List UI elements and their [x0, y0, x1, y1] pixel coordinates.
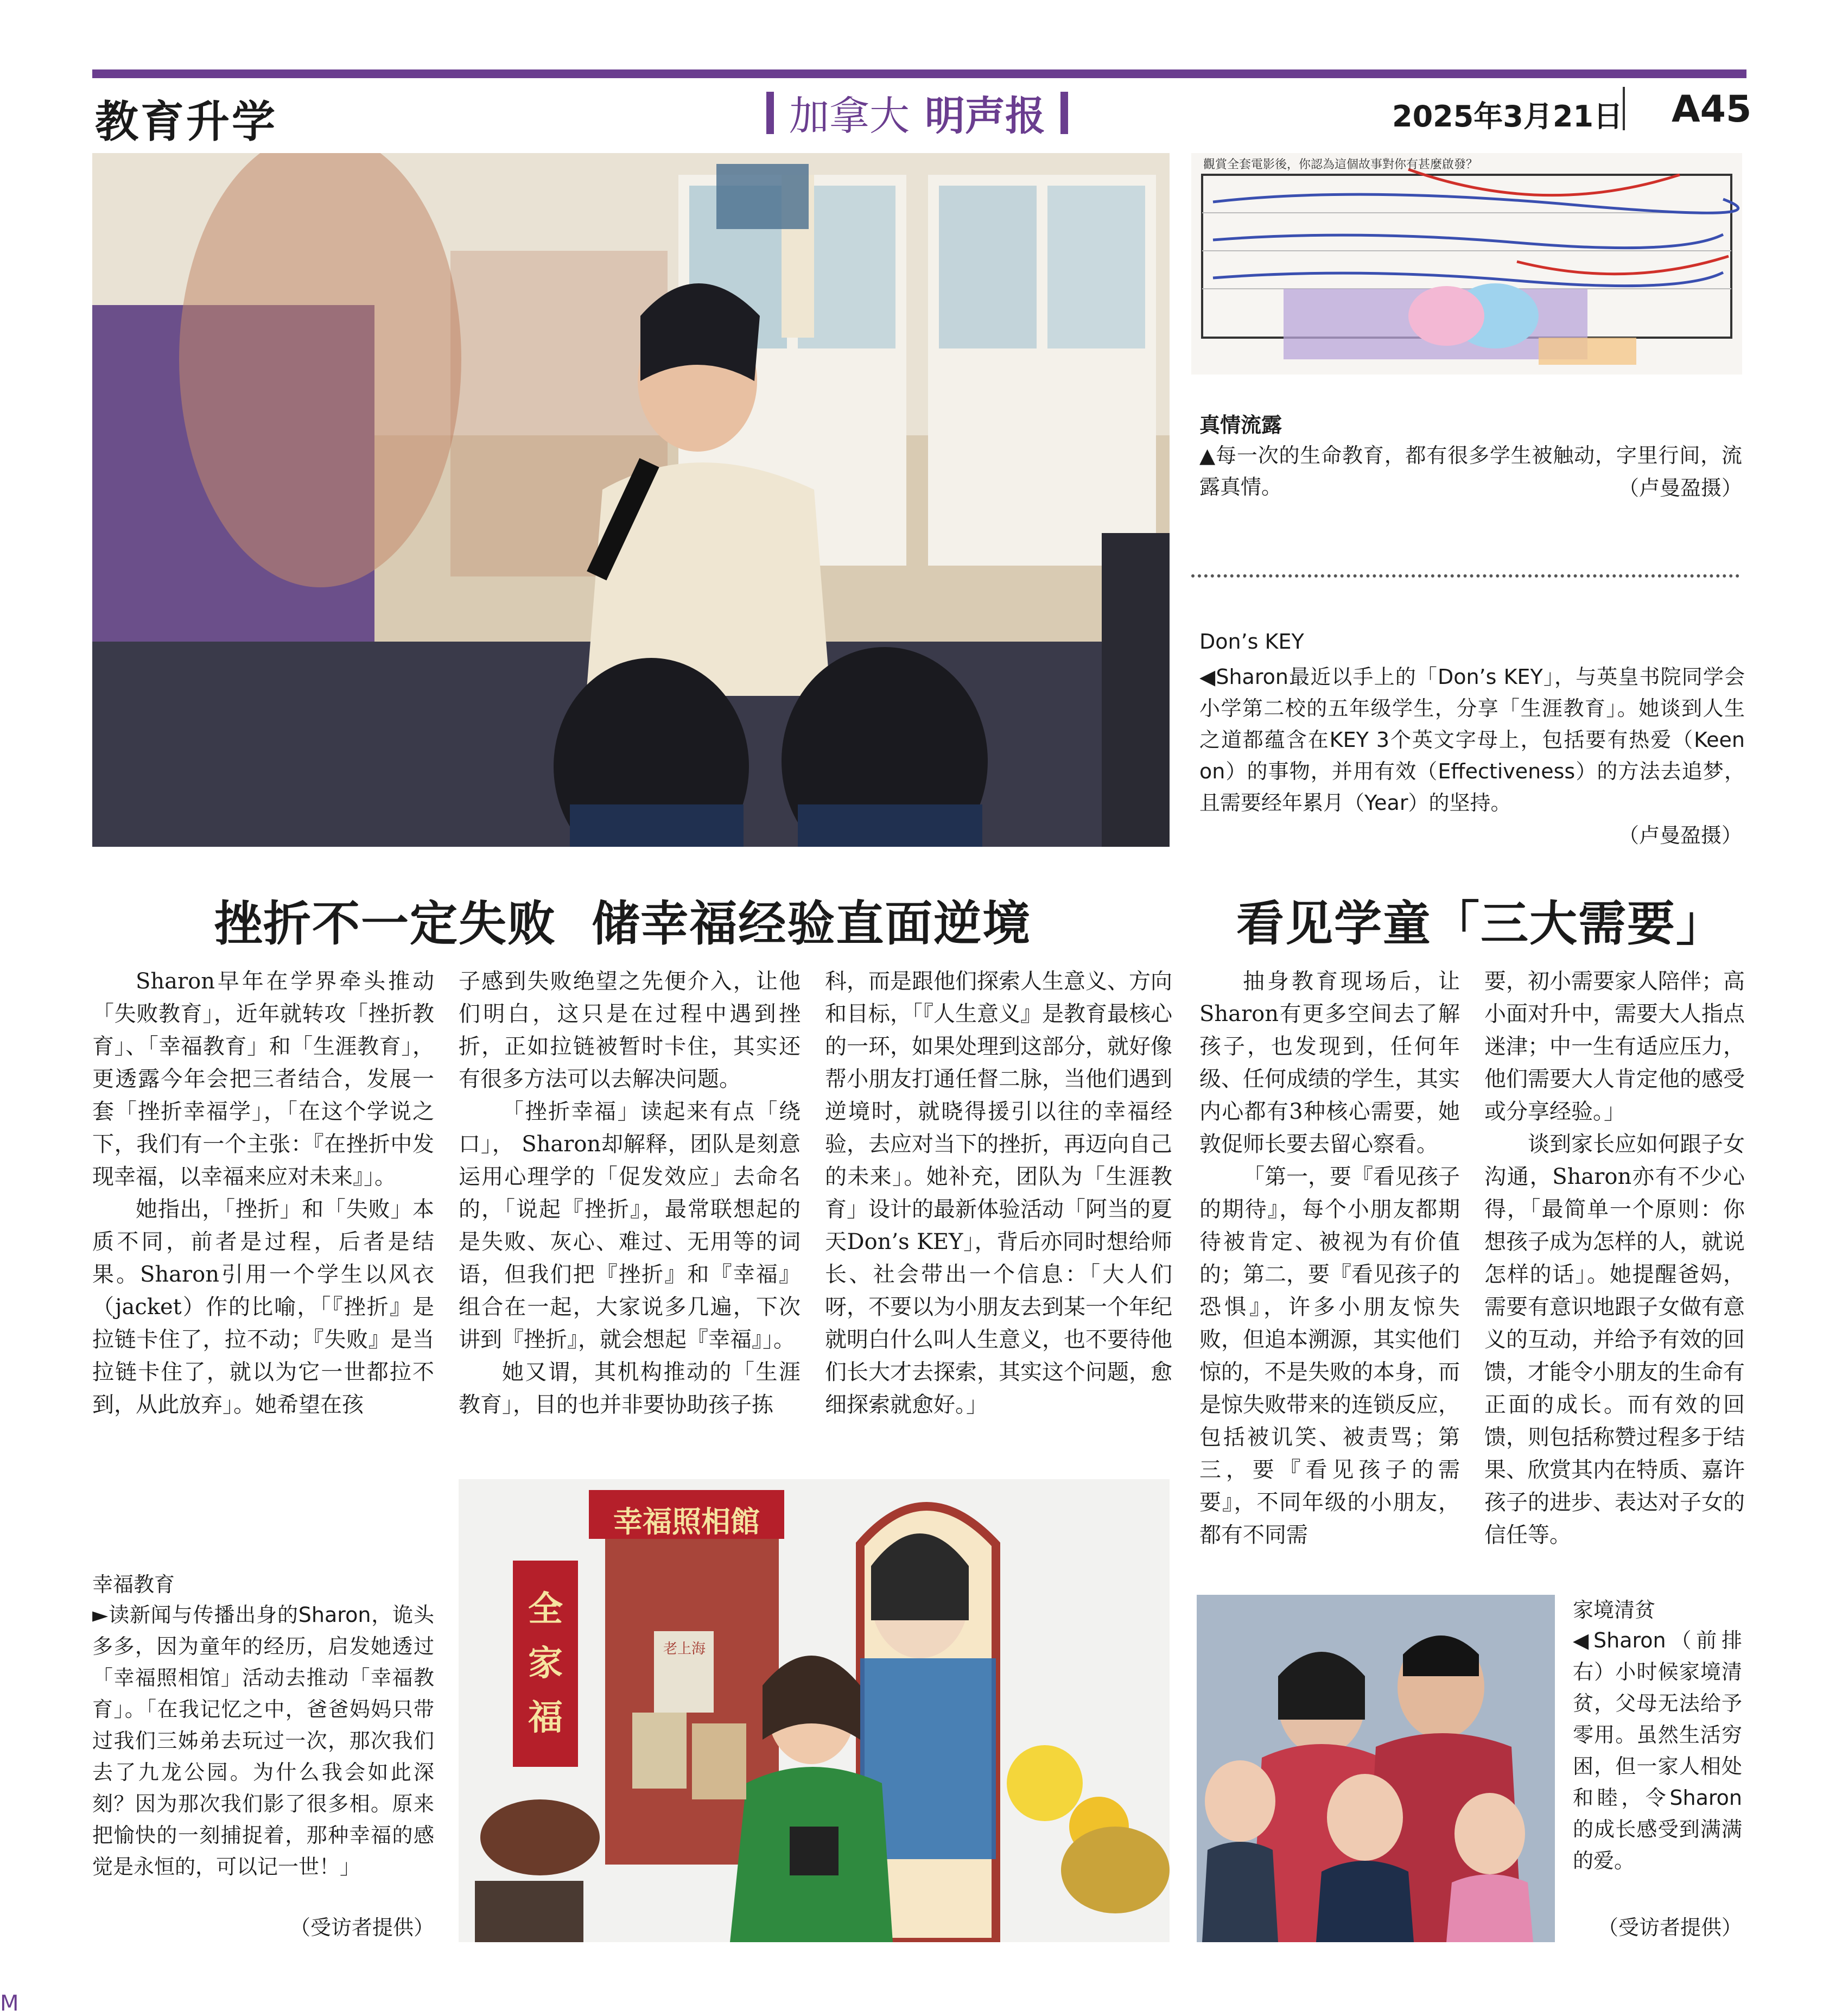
article-right-col2-p2: 谈到家长应如何跟子女沟通，Sharon亦有不少心得，「最简单一个原则：你想孩子成为怎样的人，就说怎样的话」。她提醒爸妈，需要有意识地跟子女做有意义的互动，并给予有效的回馈，才能令小朋友的生命有正面的成长。而有效的回馈，则包括称赞过程多于结果、欣赏其内在特质、嘉许孩子的进步、表达对子女的信任等。 [1484, 1132, 1745, 1548]
caption-heart-credit: （卢曼盈摄） [1618, 476, 1742, 500]
article-left-col1 [92, 965, 434, 1421]
studio-banner: 全家福 [528, 1589, 563, 1738]
studio-book: 老上海 [663, 1641, 706, 1657]
article-right-col1 [1199, 965, 1460, 1551]
masthead [733, 86, 1102, 140]
photo-family [1197, 1595, 1555, 1942]
article-left-col3-p1: 科，而是跟他们探索人生意义、方向和目标，「『人生意义』是教育最核心的一环，如果处理到这部分，就好像帮小朋友打通任督二脉，当他们遇到逆境时，就晓得援引以往的幸福经验，去应对当下的挫折，再迈向自己的未来」。她补充，团队为「生涯教育」设计的最新体验活动「阿当的夏天Don’s KEY」，背后亦同时想给师长、社会带出一个信息：「大人们呀，不要以为小朋友去到某一个年纪就明白什么叫人生意义，也不要待他们长大才去探索，其实这个问题，愈细探索就愈好。」 [825, 969, 1172, 1417]
article-right-col1-p2: 「第一，要『看见孩子的期待』，每个小朋友都期待被肯定、被视为有价值的；第二，要『看见孩子的恐惧』，许多小朋友惊失败，但追本溯源，其实他们惊的，不是失败的本身，而是惊失败带来的连锁反应，包括被讥笑、被责骂；第三，要『看见孩子的需要』，不同年级的小朋友，都有不同需 [1199, 1164, 1460, 1548]
caption-happy-credit: （受访者提供） [289, 1916, 434, 1939]
letter-question: 觀賞全套電影後，你認為這個故事對你有甚麼啟發？ [1203, 158, 1478, 172]
date-divider [1623, 87, 1625, 130]
caption-happy-title: 幸福教育 [92, 1573, 175, 1596]
section-title: 教育升学 [95, 96, 277, 147]
caption-key-body: ◀Sharon最近以手上的「Don’s KEY」，与英皇书院同学会小学第二校的五年级学生，分享「生涯教育」。她谈到人生之道都蕴含在KEY 3个英文字母上，包括要有热爱（Keen on）的事物，并用有效（Effectiveness）的方法去追梦，且需要经年累月（Year）的坚持。 [1199, 665, 1745, 815]
main-photo-classroom [92, 153, 1170, 847]
masthead-brand: 明声报 [925, 93, 1045, 140]
caption-happy-body: ►读新闻与传播出身的Sharon，诡头多多，因为童年的经历，启发她透过「幸福照相馆」活动去推动「幸福教育」。「在我记忆之中，爸爸妈妈只带过我们三姊弟去玩过一次，那次我们去了九龙公园。为什么我会如此深刻？因为那次我们影了很多相。原来把愉快的一刻捕捉着，那种幸福的感觉是永恒的，可以记一世！」 [92, 1603, 434, 1879]
article-left-col2-p2: 「挫折幸福」读起来有点「绕口」， Sharon却解释，团队是刻意运用心理学的「促发效应」去命名的，「说起『挫折』，最常联想起的是失败、灰心、难过、无用等的词语，但我们把『挫折』和『幸福』组合在一起，大家说多几遍，下次讲到『挫折』，就会想起『幸福』」。 [459, 1099, 801, 1352]
masthead-bar-right [1060, 92, 1068, 134]
page-number: A45 [1672, 88, 1752, 131]
headline-left: 挫折不一定失败 储幸福经验直面逆境 [214, 895, 1032, 952]
article-left-col2-p1: 子感到失败绝望之先便介入，让他们明白，这只是在过程中遇到挫折，正如拉链被暂时卡住，其实还有很多方法可以去解决问题。 [459, 969, 801, 1092]
caption-family-title: 家境清贫 [1573, 1598, 1656, 1622]
issue-date: 2025年3月21日 [1392, 99, 1623, 134]
article-right-col1-p1: 抽身教育现场后，让Sharon有更多空间去了解孩子，也发现到，任何年级、任何成绩的学生，其实内心都有3种核心需要，她敦促师长要去留心察看。 [1199, 969, 1460, 1157]
article-left-col3 [825, 965, 1172, 1421]
caption-family-credit: （受访者提供） [1597, 1916, 1742, 1939]
caption-heart-title: 真情流露 [1199, 413, 1282, 437]
masthead-region: 加拿大 [789, 93, 910, 140]
dotted-divider [1191, 574, 1739, 578]
article-left-col1-p2: 她指出，「挫折」和「失败」本质不同，前者是过程，后者是结果。Sharon引用一个学生以风衣（jacket）作的比喻，「『挫折』是拉链卡住了，拉不动；『失败』是当拉链卡住了，就以为它一世都拉不到，从此放弃」。她希望在孩 [92, 1197, 434, 1417]
header-top-rule [92, 69, 1746, 78]
studio-sign: 幸福照相館 [613, 1504, 760, 1539]
article-left-col2 [459, 965, 801, 1421]
caption-key-credit: （卢曼盈摄） [1618, 823, 1742, 847]
caption-family-body: ◀Sharon（前排右）小时候家境清贫，父母无法给予零用。虽然生活穷困，但一家人相处和睦，令Sharon的成长感受到满满的爱。 [1573, 1628, 1742, 1873]
article-right-col2-p1: 要，初小需要家人陪伴；高小面对升中，需要大人指点迷津；中一生有适应压力，他们需要大人肯定他的感受或分享经验。」 [1484, 969, 1745, 1124]
article-right-col2 [1484, 965, 1745, 1551]
photo-happiness-studio [459, 1479, 1170, 1942]
article-left-col2-p3: 她又谓，其机构推动的「生涯教育」，目的也并非要协助孩子拣 [459, 1360, 801, 1417]
photo-student-letter [1191, 153, 1742, 375]
headline-right: 看见学童「三大需要」 [1236, 895, 1725, 952]
masthead-bar-left [766, 92, 774, 134]
article-left-col1-p1: Sharon早年在学界牵头推动「失败教育」，近年就转攻「挫折教育」、「幸福教育」和「生涯教育」，更透露今年会把三者结合，发展一套「挫折幸福学」，「在这个学说之下，我们有一个主张：『在挫折中发现幸福，以幸福来应对未来』」。 [92, 969, 434, 1189]
footer-mark: M [0, 1991, 19, 2016]
caption-key-title: Don’s KEY [1199, 630, 1304, 654]
caption-heart-body: ▲每一次的生命教育，都有很多学生被触动，字里行间，流露真情。 [1199, 443, 1742, 499]
